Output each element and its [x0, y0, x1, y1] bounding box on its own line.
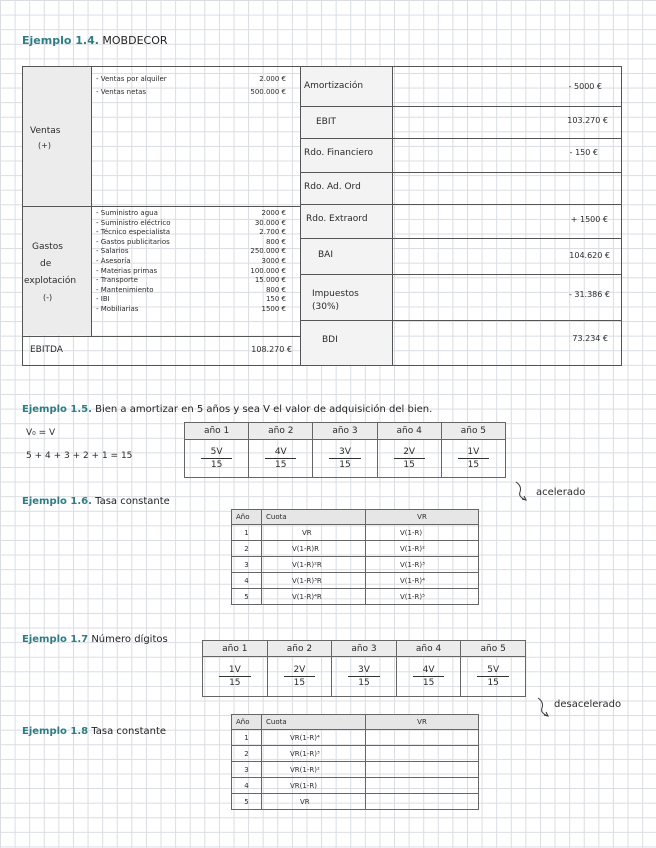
bdi-label: BDI: [322, 335, 338, 345]
list-item: - Mobiliarias 1500 €: [96, 304, 286, 313]
bdi-value: 73.234 €: [572, 334, 608, 343]
ebitda-label: EBITDA: [30, 345, 63, 355]
gastos-items: [96, 209, 294, 315]
divider: [392, 66, 393, 366]
ex15-year-header: año 1: [185, 423, 249, 440]
rdo-ad-ord-label: Rdo. Ad. Ord: [304, 182, 361, 192]
ebit-value: 103.270 €: [567, 116, 608, 125]
divider: [91, 66, 92, 336]
divider: [300, 138, 622, 139]
ex15-fraction: 5V 15: [185, 440, 249, 478]
ex15-fraction: 3V 15: [313, 440, 377, 478]
ex15-heading-num: Ejemplo 1.5.: [22, 404, 92, 415]
ex14-heading-num: Ejemplo 1.4.: [22, 34, 99, 47]
list-item: - Suministro agua 2000 €: [96, 209, 286, 217]
ex17-heading: [22, 634, 168, 645]
ex15-year-header: año 5: [441, 423, 505, 440]
list-item: - Técnico especialista 2.700 €: [96, 228, 286, 237]
list-item: - Ventas por alquiler 2.000 €: [96, 75, 286, 83]
amortizacion-value: - 5000 €: [568, 82, 602, 91]
list-item: - Materias primas 100.000 €: [96, 266, 286, 275]
ex15-year-header: año 3: [313, 423, 377, 440]
ex14-heading-title: MOBDECOR: [102, 34, 168, 47]
table-row: 3 VR(1-R)²: [232, 762, 479, 778]
ex17-fraction: 4V 15: [396, 657, 461, 697]
ex18-heading-title: Tasa constante: [91, 726, 167, 737]
curved-arrow-icon: [512, 478, 534, 504]
list-item: - Gastos publicitarios 800 €: [96, 237, 286, 246]
ex15-year-header: año 2: [249, 423, 313, 440]
ex17-note: desacelerado: [554, 699, 622, 710]
divider: [300, 320, 622, 321]
ventas-label: Ventas: [30, 126, 61, 136]
ex18-heading-num: Ejemplo 1.8: [22, 726, 89, 737]
ex17-fraction: 5V 15: [461, 657, 526, 697]
ex17-fraction: 1V 15: [203, 657, 268, 697]
list-item: - Mantenimiento 800 €: [96, 285, 286, 294]
ex18-header-cuota: Cuota: [262, 715, 366, 730]
bai-label: BAI: [318, 250, 333, 260]
bai-value: 104.620 €: [569, 251, 610, 260]
table-row: 1 VR(1-R)⁴: [232, 730, 479, 746]
ex15-year-header: año 4: [377, 423, 441, 440]
ex17-year-header: año 1: [203, 641, 268, 657]
impuestos-label: Impuestos (30%): [312, 289, 359, 312]
ex17-year-header: año 3: [332, 641, 397, 657]
list-item: - IBI 150 €: [96, 295, 286, 304]
list-item: - Salarios 250.000 €: [96, 247, 286, 256]
impuestos-value: - 31.386 €: [568, 290, 610, 299]
ex16-header-vr: VR: [366, 510, 479, 525]
ex17-fraction: 2V 15: [267, 657, 332, 697]
ex14-heading: [22, 34, 168, 47]
ex18-header-ano: Año: [232, 715, 262, 730]
divider: [300, 204, 622, 205]
ex15-fraction: 4V 15: [249, 440, 313, 478]
ebit-label: EBIT: [316, 117, 337, 127]
ventas-sign: (+): [38, 141, 51, 150]
table-row: 4 VR(1-R): [232, 778, 479, 794]
divider: [300, 274, 622, 275]
ex15-heading-title: Bien a amortizar en 5 años y sea V el valor de adquisición del bien.: [95, 404, 433, 415]
ex15-line2: 5 + 4 + 3 + 2 + 1 = 15: [26, 451, 133, 461]
divider: [22, 336, 300, 337]
ex16-header-cuota: Cuota: [262, 510, 366, 525]
gastos-label-1: Gastos: [32, 242, 63, 252]
table-row: 5 V(1-R)⁴R V(1-R)⁵: [232, 589, 479, 605]
ex18-header-vr: VR: [366, 715, 479, 730]
ex17-year-header: año 2: [267, 641, 332, 657]
divider: [300, 106, 622, 107]
list-item: - Transporte 15.000 €: [96, 276, 286, 285]
ex17-year-header: año 4: [396, 641, 461, 657]
gastos-sign: (-): [43, 293, 53, 302]
ex17-heading-title: Número dígitos: [91, 634, 168, 645]
divider: [300, 238, 622, 239]
ex17-years-table: [202, 640, 526, 697]
rdo-financiero-label: Rdo. Financiero: [304, 148, 373, 158]
divider: [300, 172, 622, 173]
ex15-note: acelerado: [536, 487, 586, 498]
ex15-heading: [22, 404, 432, 415]
ventas-label-bg: [23, 67, 91, 206]
divider: [300, 66, 301, 366]
table-row: 2 VR(1-R)³: [232, 746, 479, 762]
ex17-heading-num: Ejemplo 1.7: [22, 634, 89, 645]
rdo-extraord-label: Rdo. Extraord: [306, 214, 368, 224]
list-item: - Asesoría 3000 €: [96, 256, 286, 265]
table-row: 4 V(1-R)³R V(1-R)⁴: [232, 573, 479, 589]
gastos-label-3: explotación: [24, 276, 77, 286]
table-row: 2 V(1-R)R V(1-R)²: [232, 541, 479, 557]
list-item: - Suministro eléctrico 30.000 €: [96, 218, 286, 227]
gastos-label-bg: [23, 207, 91, 335]
ex16-heading-title: Tasa constante: [95, 496, 170, 507]
ventas-items: [96, 75, 294, 101]
table-row: 1 VR V(1-R): [232, 525, 479, 541]
ex16-heading-num: Ejemplo 1.6.: [22, 496, 92, 507]
table-row: 5 VR: [232, 794, 479, 810]
gastos-label-2: de: [40, 259, 52, 269]
divider: [22, 206, 300, 207]
ex15-fraction: 1V 15: [441, 440, 505, 478]
ex16-table: [231, 509, 479, 605]
ex18-heading: [22, 726, 166, 737]
ex16-heading: [22, 496, 170, 507]
rdo-financiero-value: - 150 €: [569, 148, 598, 157]
amortizacion-label: Amortización: [304, 81, 364, 91]
table-row: 3 V(1-R)²R V(1-R)³: [232, 557, 479, 573]
ebitda-value: 108.270 €: [251, 345, 292, 354]
ex18-table: [231, 714, 479, 810]
curved-arrow-icon: [534, 694, 556, 720]
ex15-fraction: 2V 15: [377, 440, 441, 478]
ex16-header-ano: Año: [232, 510, 262, 525]
ex17-year-header: año 5: [461, 641, 526, 657]
list-item: - Ventas netas 500.000 €: [96, 88, 286, 96]
rdo-extraord-value: + 1500 €: [570, 215, 608, 224]
ex17-fraction: 3V 15: [332, 657, 397, 697]
ex15-years-table: [184, 422, 506, 478]
ex15-line1: V₀ = V: [26, 428, 56, 438]
